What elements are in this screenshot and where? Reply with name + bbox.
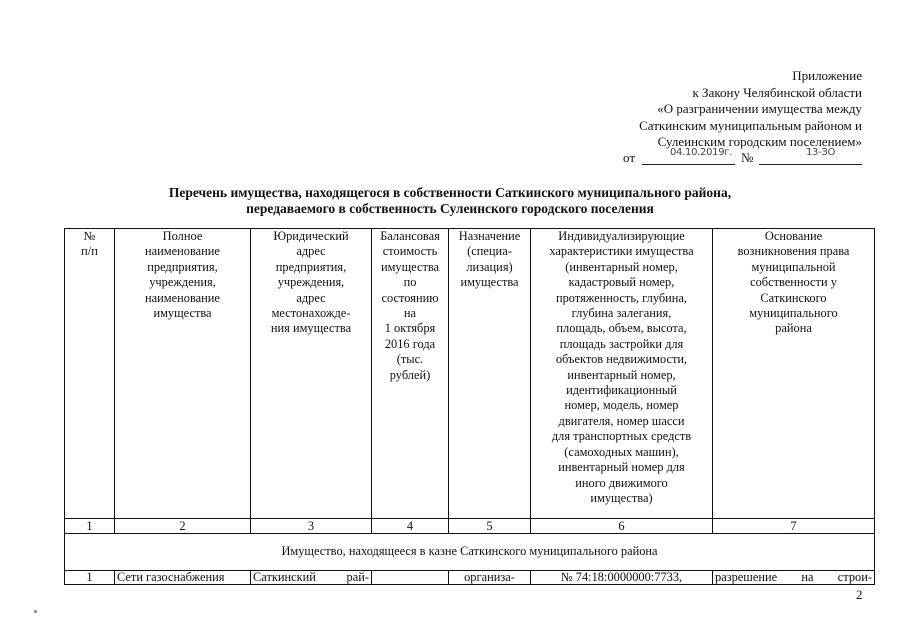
scan-speck — [34, 610, 37, 613]
header-cell — [449, 229, 531, 519]
header-cell — [65, 229, 115, 519]
header-cell — [251, 229, 372, 519]
appendix-line: Сулеинским городским поселением» — [657, 134, 862, 149]
number-label: № — [741, 150, 754, 165]
column-number: 6 — [531, 519, 713, 534]
property-table — [64, 228, 875, 585]
handwritten-number: 13-ЗО — [806, 147, 836, 158]
table-cell — [372, 571, 449, 585]
table-cell: № 74:18:0000000:7733, — [531, 571, 713, 585]
header-text: Балансовая стоимость имущества по состоянию на 1 октября 2016 года (тыс. рублей) — [380, 229, 440, 382]
table-cell: Саткинский рай- — [251, 571, 372, 585]
header-text: Индивидуализирующие характеристики имущества (инвентарный номер, кадастровый номер, протяженность, глубина, глубина залегания, площадь, объем, высота, площадь застройки для объектов недвижимости, инвентарный номер, идентификационный номер, модель, номер двигателя, номер шасси для транспортных средств (самоходных машин), инвентарный номер для иного движимого имущества) — [549, 229, 694, 505]
table-header-row — [65, 229, 875, 519]
number-underline — [759, 164, 862, 165]
appendix-line: Приложение — [792, 68, 862, 83]
handwritten-date: 04.10.2019г. — [670, 147, 733, 158]
appendix-line: Саткинским муниципальным районом и — [639, 117, 862, 133]
table-cell: 1 — [65, 571, 115, 585]
section-title: Имущество, находящееся в казне Саткинского муниципального района — [65, 534, 875, 571]
column-number: 7 — [713, 519, 875, 534]
title-line-1: Перечень имущества, находящегося в собственности Саткинского муниципального района, — [168, 185, 732, 200]
date-underline — [642, 164, 735, 165]
column-number: 2 — [115, 519, 251, 534]
table-cell: организа- — [449, 571, 531, 585]
section-row — [65, 534, 875, 571]
table-row — [65, 571, 875, 585]
header-text: № п/п — [81, 229, 98, 259]
header-text: Назначение (специа- лизация) имущества — [458, 229, 521, 290]
header-text: Юридический адрес предприятия, учреждения, адрес местонахожде- ния имущества — [270, 229, 352, 336]
column-number: 3 — [251, 519, 372, 534]
law-date-number-row — [606, 147, 864, 166]
table-cell: разрешение на строи- — [713, 571, 875, 585]
document-title — [100, 185, 800, 217]
column-number-row — [65, 519, 875, 534]
table-cell: Сети газоснабжения — [115, 571, 251, 585]
column-number: 5 — [449, 519, 531, 534]
column-number: 1 — [65, 519, 115, 534]
header-cell — [115, 229, 251, 519]
column-number: 4 — [372, 519, 449, 534]
header-cell — [372, 229, 449, 519]
header-text: Основание возникновения права муниципальной собственности у Саткинского муниципального района — [737, 229, 850, 336]
page-number: 2 — [856, 587, 863, 602]
from-label: от — [623, 150, 636, 165]
appendix-line: к Закону Челябинской области — [692, 84, 862, 100]
appendix-line: «О разграничении имущества между — [657, 101, 862, 116]
header-cell — [713, 229, 875, 519]
header-cell — [531, 229, 713, 519]
appendix-header — [560, 68, 862, 151]
title-line-2: передаваемого в собственность Сулеинского городского поселения — [246, 201, 654, 216]
header-text: Полное наименование предприятия, учреждения, наименование имущества — [145, 229, 220, 321]
